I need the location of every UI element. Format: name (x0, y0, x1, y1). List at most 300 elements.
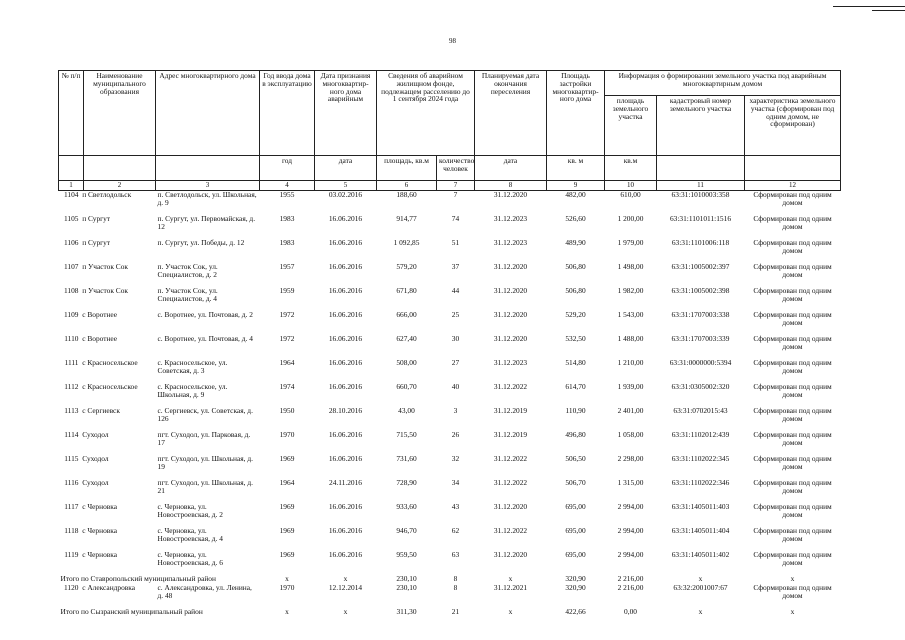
date-declared: 16.06.2016 (328, 286, 363, 295)
land-area: 1 200,00 (617, 214, 644, 223)
row-num-municipality (59, 479, 156, 503)
date-declared: 16.06.2016 (328, 310, 363, 319)
row-number: 1112 (64, 382, 79, 391)
building-area: 514,80 (565, 358, 586, 367)
row-number: 1120 (63, 583, 79, 592)
sub-sqm: кв. м (547, 156, 605, 181)
date-declared: 16.06.2016 (328, 214, 363, 223)
cadastral-number: 63:31:1101011:1516 (669, 214, 732, 223)
planned-end: 31.12.2020 (493, 286, 528, 295)
table-row (59, 407, 841, 431)
row-num-municipality (59, 191, 156, 216)
building-area: 489,90 (565, 238, 586, 247)
address: п. Сургут, ул. Победы, д. 12 (157, 238, 245, 247)
year: 1964 (279, 358, 295, 367)
date-declared: 16.06.2016 (328, 262, 363, 271)
building-area: 320,90 (565, 574, 586, 583)
characteristic: x (790, 574, 795, 583)
people: 8 (453, 583, 458, 592)
page-number: 98 (449, 37, 456, 45)
row-num-municipality (59, 527, 156, 551)
building-area: 482,00 (565, 190, 586, 199)
planned-end: 31.12.2020 (493, 334, 528, 343)
address: с. Черновка, ул. Новостроевская, д. 4 (157, 526, 223, 543)
address: с. Воротнее, ул. Почтовая, д. 2 (157, 310, 253, 319)
year: 1969 (279, 550, 295, 559)
building-area: 422,66 (565, 607, 586, 616)
table-row (59, 383, 841, 407)
row-number: 1105 (63, 214, 79, 223)
planned-end: 31.12.2021 (493, 583, 528, 592)
column-number-11: 11 (657, 181, 745, 191)
column-numbers-row (59, 181, 841, 191)
area: 914,77 (396, 214, 417, 223)
column-number-8: 8 (475, 181, 547, 191)
characteristic: Сформирован под одним домом (753, 190, 832, 207)
characteristic: Сформирован под одним домом (753, 262, 832, 279)
row-number: 1117 (64, 502, 79, 511)
area: 671,80 (396, 286, 417, 295)
land-area: 1 979,00 (617, 238, 644, 247)
address: п. Сургут, ул. Первомайская, д. 12 (157, 214, 256, 231)
cadastral-number: 63:31:1405011:403 (671, 502, 730, 511)
address: с. Воротнее, ул. Почтовая, д. 4 (157, 334, 253, 343)
characteristic: Сформирован под одним домом (753, 406, 832, 423)
planned-end: 31.12.2023 (493, 358, 528, 367)
area: 627,40 (396, 334, 417, 343)
header-date-declared: Дата признания многоквартир-ного дома аварийным (315, 71, 377, 156)
people: 27 (451, 358, 460, 367)
characteristic: Сформирован под одним домом (753, 583, 832, 600)
row-num-municipality (59, 311, 156, 335)
table-row (59, 263, 841, 287)
people: 63 (451, 550, 460, 559)
date-declared: x (343, 607, 348, 616)
year: 1957 (279, 262, 295, 271)
row-num-municipality (59, 215, 156, 239)
year: x (285, 574, 289, 583)
table-row (59, 359, 841, 383)
land-area: 2 216,00 (617, 583, 644, 592)
people: 21 (451, 607, 460, 616)
table-row (59, 335, 841, 359)
land-area: 1 498,00 (617, 262, 644, 271)
row-num-municipality (59, 239, 156, 263)
people: 7 (453, 190, 458, 199)
row-number: 1116 (64, 478, 79, 487)
cadastral-number: 63:31:1010003:358 (671, 190, 730, 199)
table-row (59, 191, 841, 216)
column-number-2: 2 (84, 181, 156, 191)
characteristic: Сформирован под одним домом (753, 214, 832, 231)
address: с. Сергиевск, ул. Советская, д. 126 (157, 406, 253, 423)
header-address: Адрес многоквартирного дома (156, 71, 260, 156)
year: 1970 (279, 583, 295, 592)
planned-end: 31.12.2020 (493, 502, 528, 511)
row-num-municipality (59, 503, 156, 527)
characteristic: Сформирован под одним домом (753, 382, 832, 399)
header-planned-end: Планируемая дата окончания переселения (475, 71, 547, 156)
cadastral-number: 63:31:0000000:5394 (669, 358, 732, 367)
planned-end: x (508, 607, 513, 616)
row-num-municipality (59, 584, 156, 608)
land-area: 2 401,00 (617, 406, 644, 415)
date-declared: 16.06.2016 (328, 238, 363, 247)
planned-end: 31.12.2020 (493, 550, 528, 559)
area: 508,00 (396, 358, 417, 367)
cadastral-number: 63:31:1707003:339 (671, 334, 730, 343)
address: п. Участок Сок, ул. Специалистов, д. 4 (157, 286, 218, 303)
year: 1970 (279, 430, 295, 439)
building-area: 320,90 (565, 583, 586, 592)
sub-sqm2: кв.м (605, 156, 657, 181)
table-row (59, 215, 841, 239)
municipality-name: Суходол (82, 478, 109, 487)
header-land-info: Информация о формировании земельного участка под аварийным многоквартирным домом (605, 71, 841, 96)
year: 1969 (279, 454, 295, 463)
characteristic: Сформирован под одним домом (753, 334, 832, 351)
header-building-area: Площадь застройки многоквартир-ного дома (547, 71, 605, 156)
top-rule-short (872, 10, 905, 11)
characteristic: Сформирован под одним домом (753, 238, 832, 255)
area: 959,50 (396, 550, 417, 559)
area: 715,50 (396, 430, 417, 439)
land-area: 2 994,00 (617, 526, 644, 535)
row-number: 1115 (64, 454, 79, 463)
column-number-10: 10 (605, 181, 657, 191)
sub-people: количество человек (437, 156, 475, 181)
year: 1972 (279, 310, 295, 319)
people: 74 (451, 214, 460, 223)
planned-end: 31.12.2020 (493, 190, 528, 199)
row-number: 1104 (63, 190, 79, 199)
table-row (59, 287, 841, 311)
year: 1983 (279, 238, 295, 247)
people: 51 (451, 238, 460, 247)
planned-end: 31.12.2023 (493, 238, 528, 247)
column-number-9: 9 (547, 181, 605, 191)
building-area: 506,70 (565, 478, 586, 487)
planned-end: 31.12.2023 (493, 214, 528, 223)
municipality-name: с Черновка (82, 550, 118, 559)
land-area: 1 982,00 (617, 286, 644, 295)
row-number: 1118 (64, 526, 79, 535)
area: 1 092,85 (393, 238, 420, 247)
land-area: 610,00 (620, 190, 641, 199)
date-declared: 12.12.2014 (328, 583, 363, 592)
area: 230,10 (396, 583, 417, 592)
row-num-municipality (59, 287, 156, 311)
row-num-municipality (59, 407, 156, 431)
people: 25 (451, 310, 460, 319)
total-row (59, 608, 841, 617)
cadastral-number: 63:31:1102022:346 (671, 478, 730, 487)
characteristic: x (790, 607, 795, 616)
cadastral-number: 63:31:1005002:397 (671, 262, 730, 271)
land-area: 2 216,00 (617, 574, 644, 583)
people: 34 (451, 478, 460, 487)
date-declared: 16.06.2016 (328, 550, 363, 559)
housing-table (58, 70, 841, 617)
land-area: 1 315,00 (617, 478, 644, 487)
building-area: 614,70 (565, 382, 586, 391)
area: 933,60 (396, 502, 417, 511)
row-num-municipality (59, 551, 156, 575)
column-number-6: 6 (377, 181, 437, 191)
top-rule (833, 6, 905, 7)
planned-end: 31.12.2020 (493, 310, 528, 319)
building-area: 506,80 (565, 262, 586, 271)
table-row (59, 455, 841, 479)
planned-end: 31.12.2022 (493, 382, 528, 391)
people: 43 (451, 502, 460, 511)
year: 1959 (279, 286, 295, 295)
area: 579,20 (396, 262, 417, 271)
row-number: 1106 (63, 238, 79, 247)
row-num-municipality (59, 263, 156, 287)
area: 946,70 (396, 526, 417, 535)
characteristic: Сформирован под одним домом (753, 478, 832, 495)
building-area: 532,50 (565, 334, 586, 343)
planned-end: 31.12.2022 (493, 478, 528, 487)
date-declared: 16.06.2016 (328, 334, 363, 343)
planned-end: 31.12.2019 (493, 406, 528, 415)
date-declared: 16.06.2016 (328, 382, 363, 391)
municipality-name: Суходол (82, 430, 109, 439)
address: пгт. Суходол, ул. Школьная, д. 19 (157, 454, 253, 471)
area: 728,90 (396, 478, 417, 487)
characteristic: Сформирован под одним домом (753, 502, 832, 519)
date-declared: 03.02.2016 (328, 190, 363, 199)
header-year: Год ввода дома в эксплуатацию (260, 71, 315, 156)
municipality-name: п Светлодольск (82, 190, 132, 199)
planned-end: 31.12.2022 (493, 454, 528, 463)
sub-date: дата (315, 156, 377, 181)
row-num-municipality (59, 383, 156, 407)
row-number: 1110 (64, 334, 79, 343)
land-area: 2 994,00 (617, 550, 644, 559)
area: 43,00 (398, 406, 415, 415)
header-municipality: Наименование муниципального образования (84, 71, 156, 156)
address: с. Красносельское, ул. Школьная, д. 9 (157, 382, 228, 399)
sub-empty-3 (156, 156, 260, 181)
cadastral-number: 63:31:1405011:402 (671, 550, 730, 559)
characteristic: Сформирован под одним домом (753, 454, 832, 471)
municipality-name: с Красносельское (82, 358, 138, 367)
sub-date2: дата (475, 156, 547, 181)
header-land-area: площадь земельного участка (605, 96, 657, 156)
area: 660,70 (396, 382, 417, 391)
row-num-municipality (59, 335, 156, 359)
characteristic: Сформирован под одним домом (753, 286, 832, 303)
area: 230,10 (396, 574, 417, 583)
people: 8 (453, 574, 458, 583)
date-declared: 24.11.2016 (329, 478, 362, 487)
people: 40 (451, 382, 460, 391)
cadastral-number: 63:31:1005002:398 (671, 286, 730, 295)
area: 188,60 (396, 190, 417, 199)
people: 62 (451, 526, 460, 535)
year: 1974 (279, 382, 295, 391)
year: x (285, 607, 289, 616)
characteristic: Сформирован под одним домом (753, 358, 832, 375)
building-area: 506,80 (565, 286, 586, 295)
row-number: 1119 (64, 550, 79, 559)
address: п. Светлодольск, ул. Школьная, д. 9 (157, 190, 257, 207)
people: 32 (451, 454, 460, 463)
municipality-name: Суходол (82, 454, 109, 463)
area: 731,60 (396, 454, 417, 463)
table-row (59, 431, 841, 455)
row-num-municipality (59, 359, 156, 383)
year: 1969 (279, 526, 295, 535)
sub-empty-2 (84, 156, 156, 181)
cadastral-number: 63:31:1405011:404 (671, 526, 730, 535)
year: 1955 (279, 190, 295, 199)
header-info-emergency: Сведения об аварийном жилищном фонде, подлежащем расселению до 1 сентября 2024 года (377, 71, 475, 156)
date-declared: 28.10.2016 (328, 406, 363, 415)
column-number-1: 1 (59, 181, 84, 191)
table-row (59, 311, 841, 335)
address: с. Красносельское, ул. Советская, д. 3 (157, 358, 228, 375)
date-declared: x (343, 574, 348, 583)
building-area: 695,00 (565, 550, 586, 559)
municipality-name: с Красносельское (82, 382, 138, 391)
land-area: 2 298,00 (617, 454, 644, 463)
header-num: № п/п (59, 71, 84, 156)
row-number: 1107 (63, 262, 79, 271)
area: 311,30 (396, 607, 417, 616)
column-number-7: 7 (437, 181, 475, 191)
building-area: 695,00 (565, 502, 586, 511)
cadastral-number: 63:31:0702015:43 (673, 406, 728, 415)
row-num-municipality (59, 431, 156, 455)
land-area: 1 210,00 (617, 358, 644, 367)
municipality-name: п Участок Сок (82, 286, 128, 295)
cadastral-number: x (698, 607, 703, 616)
column-number-4: 4 (260, 181, 315, 191)
area: 666,00 (396, 310, 417, 319)
people: 37 (451, 262, 460, 271)
land-area: 1 488,00 (617, 334, 644, 343)
land-area: 1 058,00 (617, 430, 644, 439)
header-characteristic: характеристика земельного участка (сформирован под одним домом, не сформирован) (745, 96, 841, 156)
sub-empty-1 (59, 156, 84, 181)
people: 26 (451, 430, 460, 439)
address: пгт. Суходол, ул. Школьная, д. 21 (157, 478, 253, 495)
table-row (59, 239, 841, 263)
municipality-name: с Воротнее (82, 334, 117, 343)
sub-empty-11 (657, 156, 745, 181)
people: 3 (453, 406, 458, 415)
land-area: 1 939,00 (617, 382, 644, 391)
year: 1950 (279, 406, 295, 415)
municipality-name: с Черновка (82, 502, 118, 511)
address: с. Черновка, ул. Новостроевская, д. 2 (157, 502, 223, 519)
planned-end: x (508, 574, 513, 583)
characteristic: Сформирован под одним домом (753, 430, 832, 447)
table-row (59, 503, 841, 527)
building-area: 506,50 (565, 454, 586, 463)
cadastral-number: x (698, 574, 703, 583)
characteristic: Сформирован под одним домом (753, 550, 832, 567)
row-number: 1108 (63, 286, 79, 295)
header-cadastral: кадастровый номер земельного участка (657, 96, 745, 156)
address: с. Александровка, ул. Ленина, д. 48 (157, 583, 252, 600)
land-area: 0,00 (624, 607, 637, 616)
table-row (59, 584, 841, 608)
date-declared: 16.06.2016 (328, 358, 363, 367)
cadastral-number: 63:31:1102022:345 (671, 454, 730, 463)
municipality-name: п Участок Сок (82, 262, 128, 271)
municipality-name: с Александровка (82, 583, 136, 592)
table-row (59, 527, 841, 551)
building-area: 695,00 (565, 526, 586, 535)
year: 1983 (279, 214, 295, 223)
cadastral-number: 63:32:2001007:67 (673, 583, 728, 592)
municipality-name: с Черновка (82, 526, 118, 535)
planned-end: 31.12.2022 (493, 526, 528, 535)
year: 1964 (279, 478, 295, 487)
building-area: 496,80 (565, 430, 586, 439)
people: 44 (451, 286, 460, 295)
total-label: Итого по Сызранский муниципальный район (60, 607, 203, 616)
cadastral-number: 63:31:1707003:338 (671, 310, 730, 319)
column-number-12: 12 (745, 181, 841, 191)
planned-end: 31.12.2020 (493, 262, 528, 271)
people: 30 (451, 334, 460, 343)
land-area: 1 543,00 (617, 310, 644, 319)
address: с. Черновка, ул. Новостроевская, д. 6 (157, 550, 223, 567)
building-area: 110,90 (565, 406, 586, 415)
building-area: 529,20 (565, 310, 586, 319)
row-number: 1111 (64, 358, 79, 367)
planned-end: 31.12.2019 (493, 430, 528, 439)
characteristic: Сформирован под одним домом (753, 526, 832, 543)
cadastral-number: 63:31:1102012:439 (671, 430, 730, 439)
table-body (59, 191, 841, 618)
municipality-name: с Сергиевск (82, 406, 120, 415)
building-area: 526,60 (565, 214, 586, 223)
total-label: Итого по Ставропольский муниципальный район (60, 574, 216, 583)
row-number: 1113 (64, 406, 79, 415)
date-declared: 16.06.2016 (328, 454, 363, 463)
date-declared: 16.06.2016 (328, 430, 363, 439)
municipality-name: с Воротнее (82, 310, 117, 319)
cadastral-number: 63:31:0305002:320 (671, 382, 730, 391)
date-declared: 16.06.2016 (328, 502, 363, 511)
municipality-name: п Сургут (82, 214, 111, 223)
column-number-3: 3 (156, 181, 260, 191)
sub-area: площадь, кв.м (377, 156, 437, 181)
characteristic: Сформирован под одним домом (753, 310, 832, 327)
table-row (59, 479, 841, 503)
sub-empty-12 (745, 156, 841, 181)
date-declared: 16.06.2016 (328, 526, 363, 535)
sub-year: год (260, 156, 315, 181)
cadastral-number: 63:31:1101006:118 (671, 238, 730, 247)
column-number-5: 5 (315, 181, 377, 191)
municipality-name: п Сургут (82, 238, 111, 247)
address: п. Участок Сок, ул. Специалистов, д. 2 (157, 262, 218, 279)
year: 1969 (279, 502, 295, 511)
table-row (59, 551, 841, 575)
address: пгт. Суходол, ул. Парковая, д. 17 (157, 430, 251, 447)
row-num-municipality (59, 455, 156, 479)
row-number: 1109 (63, 310, 79, 319)
land-area: 2 994,00 (617, 502, 644, 511)
year: 1972 (279, 334, 295, 343)
